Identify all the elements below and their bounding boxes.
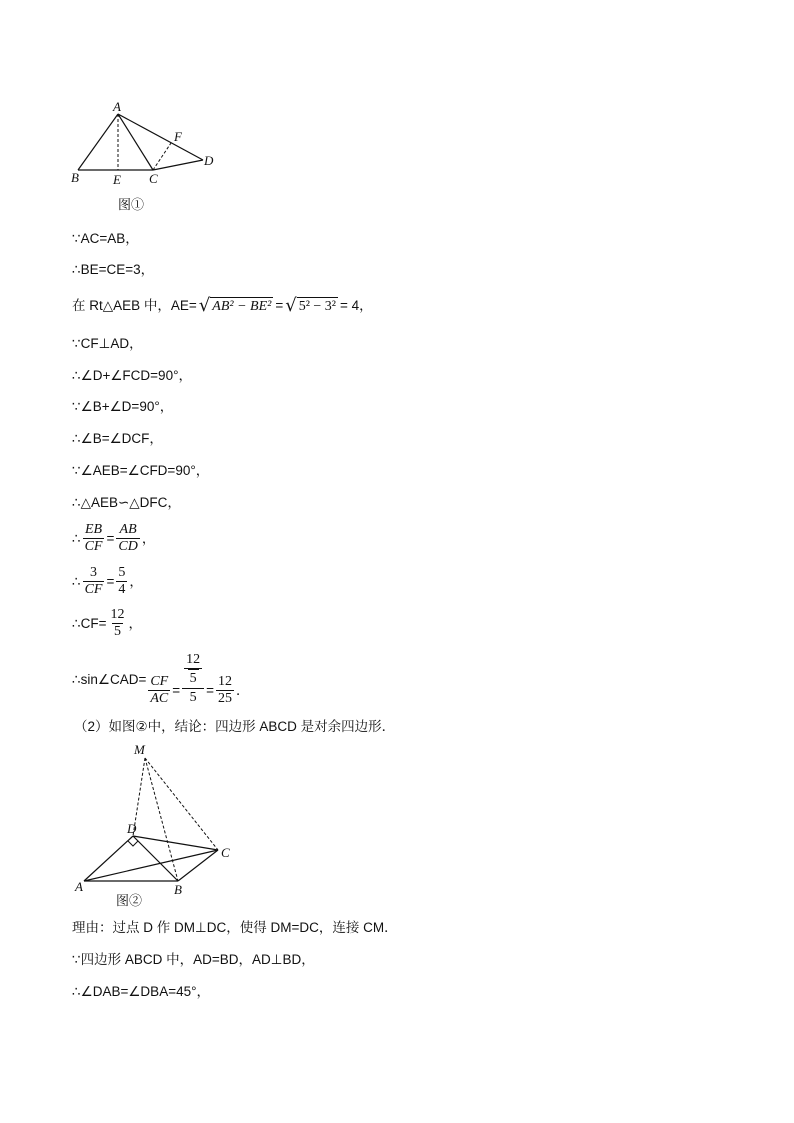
figure-1-caption: 图①	[118, 197, 145, 212]
fraction-denominator: 5	[113, 624, 121, 639]
fraction-numerator: 3	[90, 565, 98, 580]
line-10-suffix: ，	[141, 530, 156, 546]
label-m: M	[134, 742, 145, 757]
compound-denominator: 5	[189, 690, 197, 705]
fraction-numerator: 12	[186, 652, 201, 667]
label-e: E	[113, 172, 121, 187]
line-1: ∵AC=AB，	[72, 231, 139, 246]
line-6: ∵∠B+∠D=90°，	[72, 399, 174, 414]
edge-ad	[118, 114, 203, 160]
line-13-prefix: ∴sin∠CAD=	[72, 671, 147, 687]
label-c: C	[221, 845, 230, 860]
equals-sign: =	[206, 682, 215, 698]
label-d: D	[204, 153, 214, 168]
fraction-denominator: CF	[84, 539, 103, 554]
fraction-3-cf	[83, 565, 105, 598]
label-b: B	[174, 882, 182, 897]
line-13	[72, 652, 250, 707]
line-3-eq: =	[275, 298, 284, 313]
fraction-denominator: AC	[150, 691, 169, 706]
equals-sign: =	[172, 682, 181, 698]
equals-sign: =	[106, 573, 115, 589]
edge-cd	[133, 836, 218, 850]
figure-2	[70, 738, 240, 898]
fraction-cf-ac	[148, 674, 170, 707]
line-8: ∵∠AEB=∠CFD=90°，	[72, 463, 210, 478]
edge-ac	[118, 114, 153, 170]
line-12-prefix: ∴CF=	[72, 615, 107, 631]
label-b: B	[71, 170, 79, 185]
fraction-numerator: CF	[150, 674, 169, 689]
line-12	[72, 607, 142, 640]
line-16: ∵四边形 ABCD 中，AD=BD，AD⊥BD，	[72, 952, 315, 967]
compound-numerator	[182, 652, 204, 689]
line-5: ∴∠D+∠FCD=90°，	[72, 368, 192, 383]
compound-fraction	[182, 652, 204, 707]
fraction-numerator: AB	[119, 522, 137, 537]
line-10	[72, 522, 155, 555]
sqrt-1: √ AB² − BE²	[198, 295, 272, 316]
line-11	[72, 565, 143, 598]
fraction-numerator: 12	[218, 674, 233, 689]
segment-cf	[153, 143, 171, 170]
segment-mc	[145, 758, 218, 850]
line-11-prefix: ∴	[72, 573, 81, 589]
fraction-numerator: EB	[84, 522, 103, 537]
line-14: （2）如图②中，结论：四边形 ABCD 是对余四边形．	[74, 719, 396, 734]
line-11-suffix: ，	[129, 573, 143, 589]
fraction-numerator: 12	[110, 607, 125, 622]
label-a: A	[75, 879, 83, 894]
figure-1-diagram	[70, 100, 220, 190]
label-a: A	[113, 99, 121, 114]
line-9: ∴△AEB∽△DFC，	[72, 495, 181, 510]
fraction-denominator: CD	[118, 539, 138, 554]
line-13-suffix: ．	[236, 682, 250, 698]
line-10-prefix: ∴	[72, 530, 81, 546]
edge-ab	[78, 114, 118, 170]
line-17: ∴∠DAB=∠DBA=45°，	[72, 984, 210, 999]
edge-cd	[153, 160, 203, 170]
line-7: ∴∠B=∠DCF，	[72, 431, 163, 446]
line-4: ∵CF⊥AD，	[72, 336, 143, 351]
fraction-denominator: 5	[189, 671, 197, 686]
label-f: F	[174, 129, 182, 144]
line-15: 理由：过点 D 作 DM⊥DC，使得 DM=DC，连接 CM．	[72, 920, 398, 935]
line-3	[72, 297, 373, 315]
right-angle-mark	[128, 841, 138, 846]
label-d: D	[127, 821, 137, 836]
fraction-12-5	[108, 607, 126, 640]
line-2: ∴BE=CE=3，	[72, 262, 155, 277]
fraction-ab-cd	[116, 522, 139, 555]
equals-sign: =	[106, 530, 115, 546]
fraction-numerator: 5	[118, 565, 126, 580]
figure-2-diagram	[70, 738, 240, 898]
figure-2-caption: 图②	[116, 893, 143, 908]
fraction-12-5-inner	[184, 652, 202, 688]
sqrt-1-body: AB² − BE²	[212, 299, 272, 314]
line-12-suffix: ，	[128, 615, 142, 631]
fraction-eb-cf	[83, 522, 105, 555]
fraction-denominator: CF	[84, 582, 103, 597]
fraction-12-25	[216, 674, 234, 707]
figure-1	[70, 100, 220, 190]
fraction-denominator: 25	[218, 691, 233, 706]
fraction-denominator: 4	[118, 582, 126, 597]
sqrt-2-body: 5² − 3²	[298, 299, 337, 314]
label-c: C	[149, 171, 158, 186]
line-3-suffix: = 4，	[340, 298, 373, 313]
sqrt-2: √ 5² − 3²	[285, 295, 337, 316]
line-3-prefix: 在 Rt△AEB 中，AE=	[72, 298, 197, 313]
edge-da	[84, 836, 133, 881]
fraction-5-4	[116, 565, 127, 598]
